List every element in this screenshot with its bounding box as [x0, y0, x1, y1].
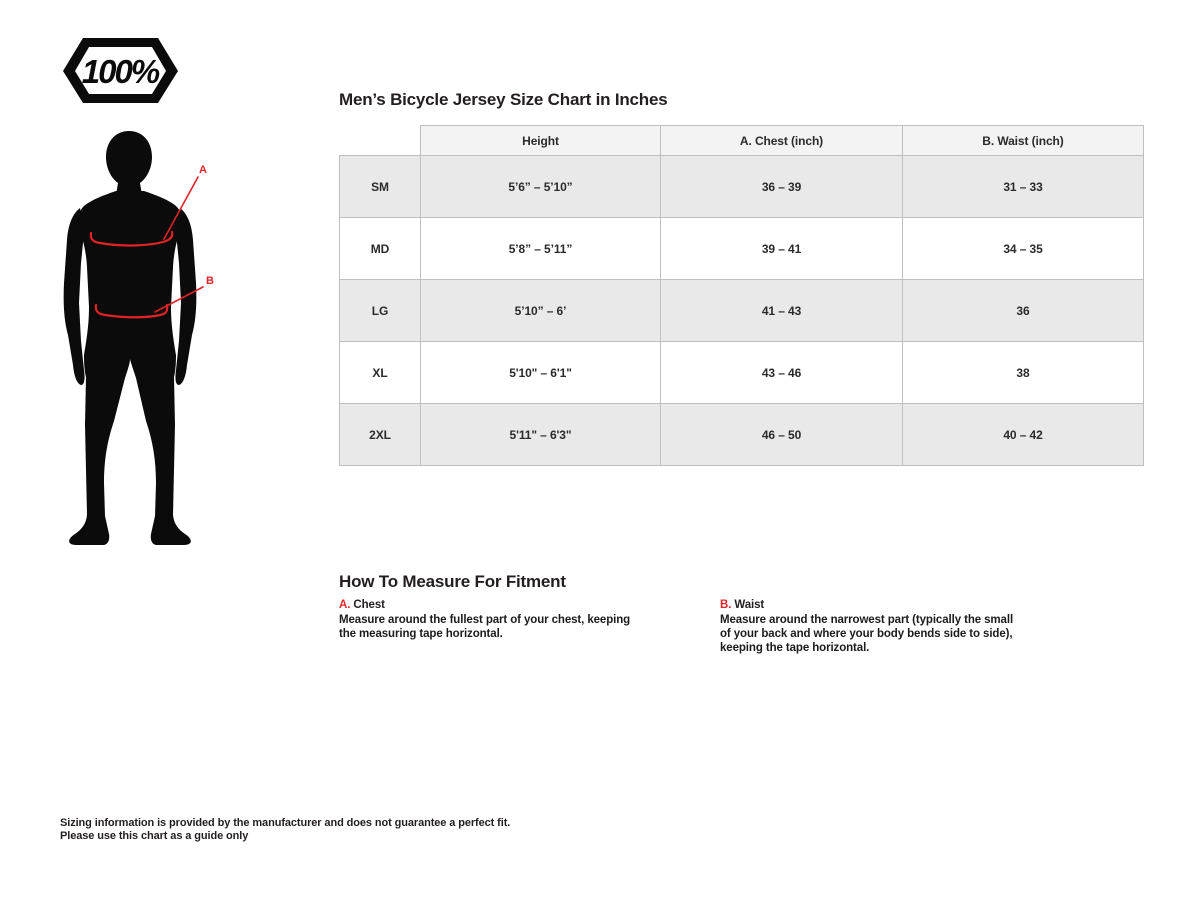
size-label: XL	[340, 342, 421, 404]
waist-callout-label: B	[206, 275, 214, 287]
how-to-measure-heading: How To Measure For Fitment	[339, 572, 566, 591]
size-chart-table	[339, 125, 1144, 466]
waist-value: 34 – 35	[903, 218, 1144, 280]
height-value: 5'10" – 6'1"	[421, 342, 661, 404]
measure-chest-heading	[339, 598, 639, 612]
brand-logo-100percent	[60, 34, 181, 107]
measure-guide-waist	[720, 598, 1020, 655]
chest-value: 46 – 50	[661, 404, 903, 466]
measure-chest-name: Chest	[353, 599, 385, 611]
figure-torso-legs	[69, 191, 191, 545]
measure-waist-name: Waist	[734, 599, 765, 611]
waist-value: 40 – 42	[903, 404, 1144, 466]
chest-value: 39 – 41	[661, 218, 903, 280]
figure-left-arm	[64, 208, 85, 385]
height-value: 5’6” – 5’10”	[421, 156, 661, 218]
measure-waist-letter: B.	[720, 599, 732, 611]
size-label: LG	[340, 280, 421, 342]
table-row-sm	[340, 156, 1144, 218]
waist-value: 31 – 33	[903, 156, 1144, 218]
table-row-lg	[340, 280, 1144, 342]
body-measurement-figure	[60, 105, 230, 550]
measure-guide-chest	[339, 598, 639, 641]
measure-waist-heading	[720, 598, 1020, 612]
size-label: MD	[340, 218, 421, 280]
header-chest: A. Chest (inch)	[661, 126, 903, 156]
height-value: 5’10” – 6’	[421, 280, 661, 342]
page-title: Men’s Bicycle Jersey Size Chart in Inches	[339, 90, 668, 109]
header-height: Height	[421, 126, 661, 156]
chest-value: 43 – 46	[661, 342, 903, 404]
size-label: SM	[340, 156, 421, 218]
table-row-2xl	[340, 404, 1144, 466]
disclaimer-line-1: Sizing information is provided by the manufacturer and does not guarantee a perfect fit.	[60, 817, 511, 829]
chest-callout-label: A	[199, 164, 207, 176]
measure-waist-text: Measure around the narrowest part (typically the small of your back and where your body bends side to side), keeping the tape horizontal.	[720, 614, 1014, 654]
figure-head	[106, 131, 152, 195]
waist-value: 36	[903, 280, 1144, 342]
measure-chest-text: Measure around the fullest part of your chest, keeping the measuring tape horizontal.	[339, 614, 631, 640]
header-waist: B. Waist (inch)	[903, 126, 1144, 156]
chest-value: 36 – 39	[661, 156, 903, 218]
header-corner-cell	[340, 126, 421, 156]
size-table-header	[340, 126, 1144, 156]
disclaimer-line-2: Please use this chart as a guide only	[60, 829, 249, 842]
logo-text: 100%	[81, 53, 159, 90]
sizing-disclaimer	[60, 817, 510, 842]
size-label: 2XL	[340, 404, 421, 466]
height-value: 5'11" – 6'3"	[421, 404, 661, 466]
waist-value: 38	[903, 342, 1144, 404]
height-value: 5’8” – 5’11”	[421, 218, 661, 280]
table-row-xl	[340, 342, 1144, 404]
chest-value: 41 – 43	[661, 280, 903, 342]
table-row-md	[340, 218, 1144, 280]
measure-chest-letter: A.	[339, 599, 351, 611]
